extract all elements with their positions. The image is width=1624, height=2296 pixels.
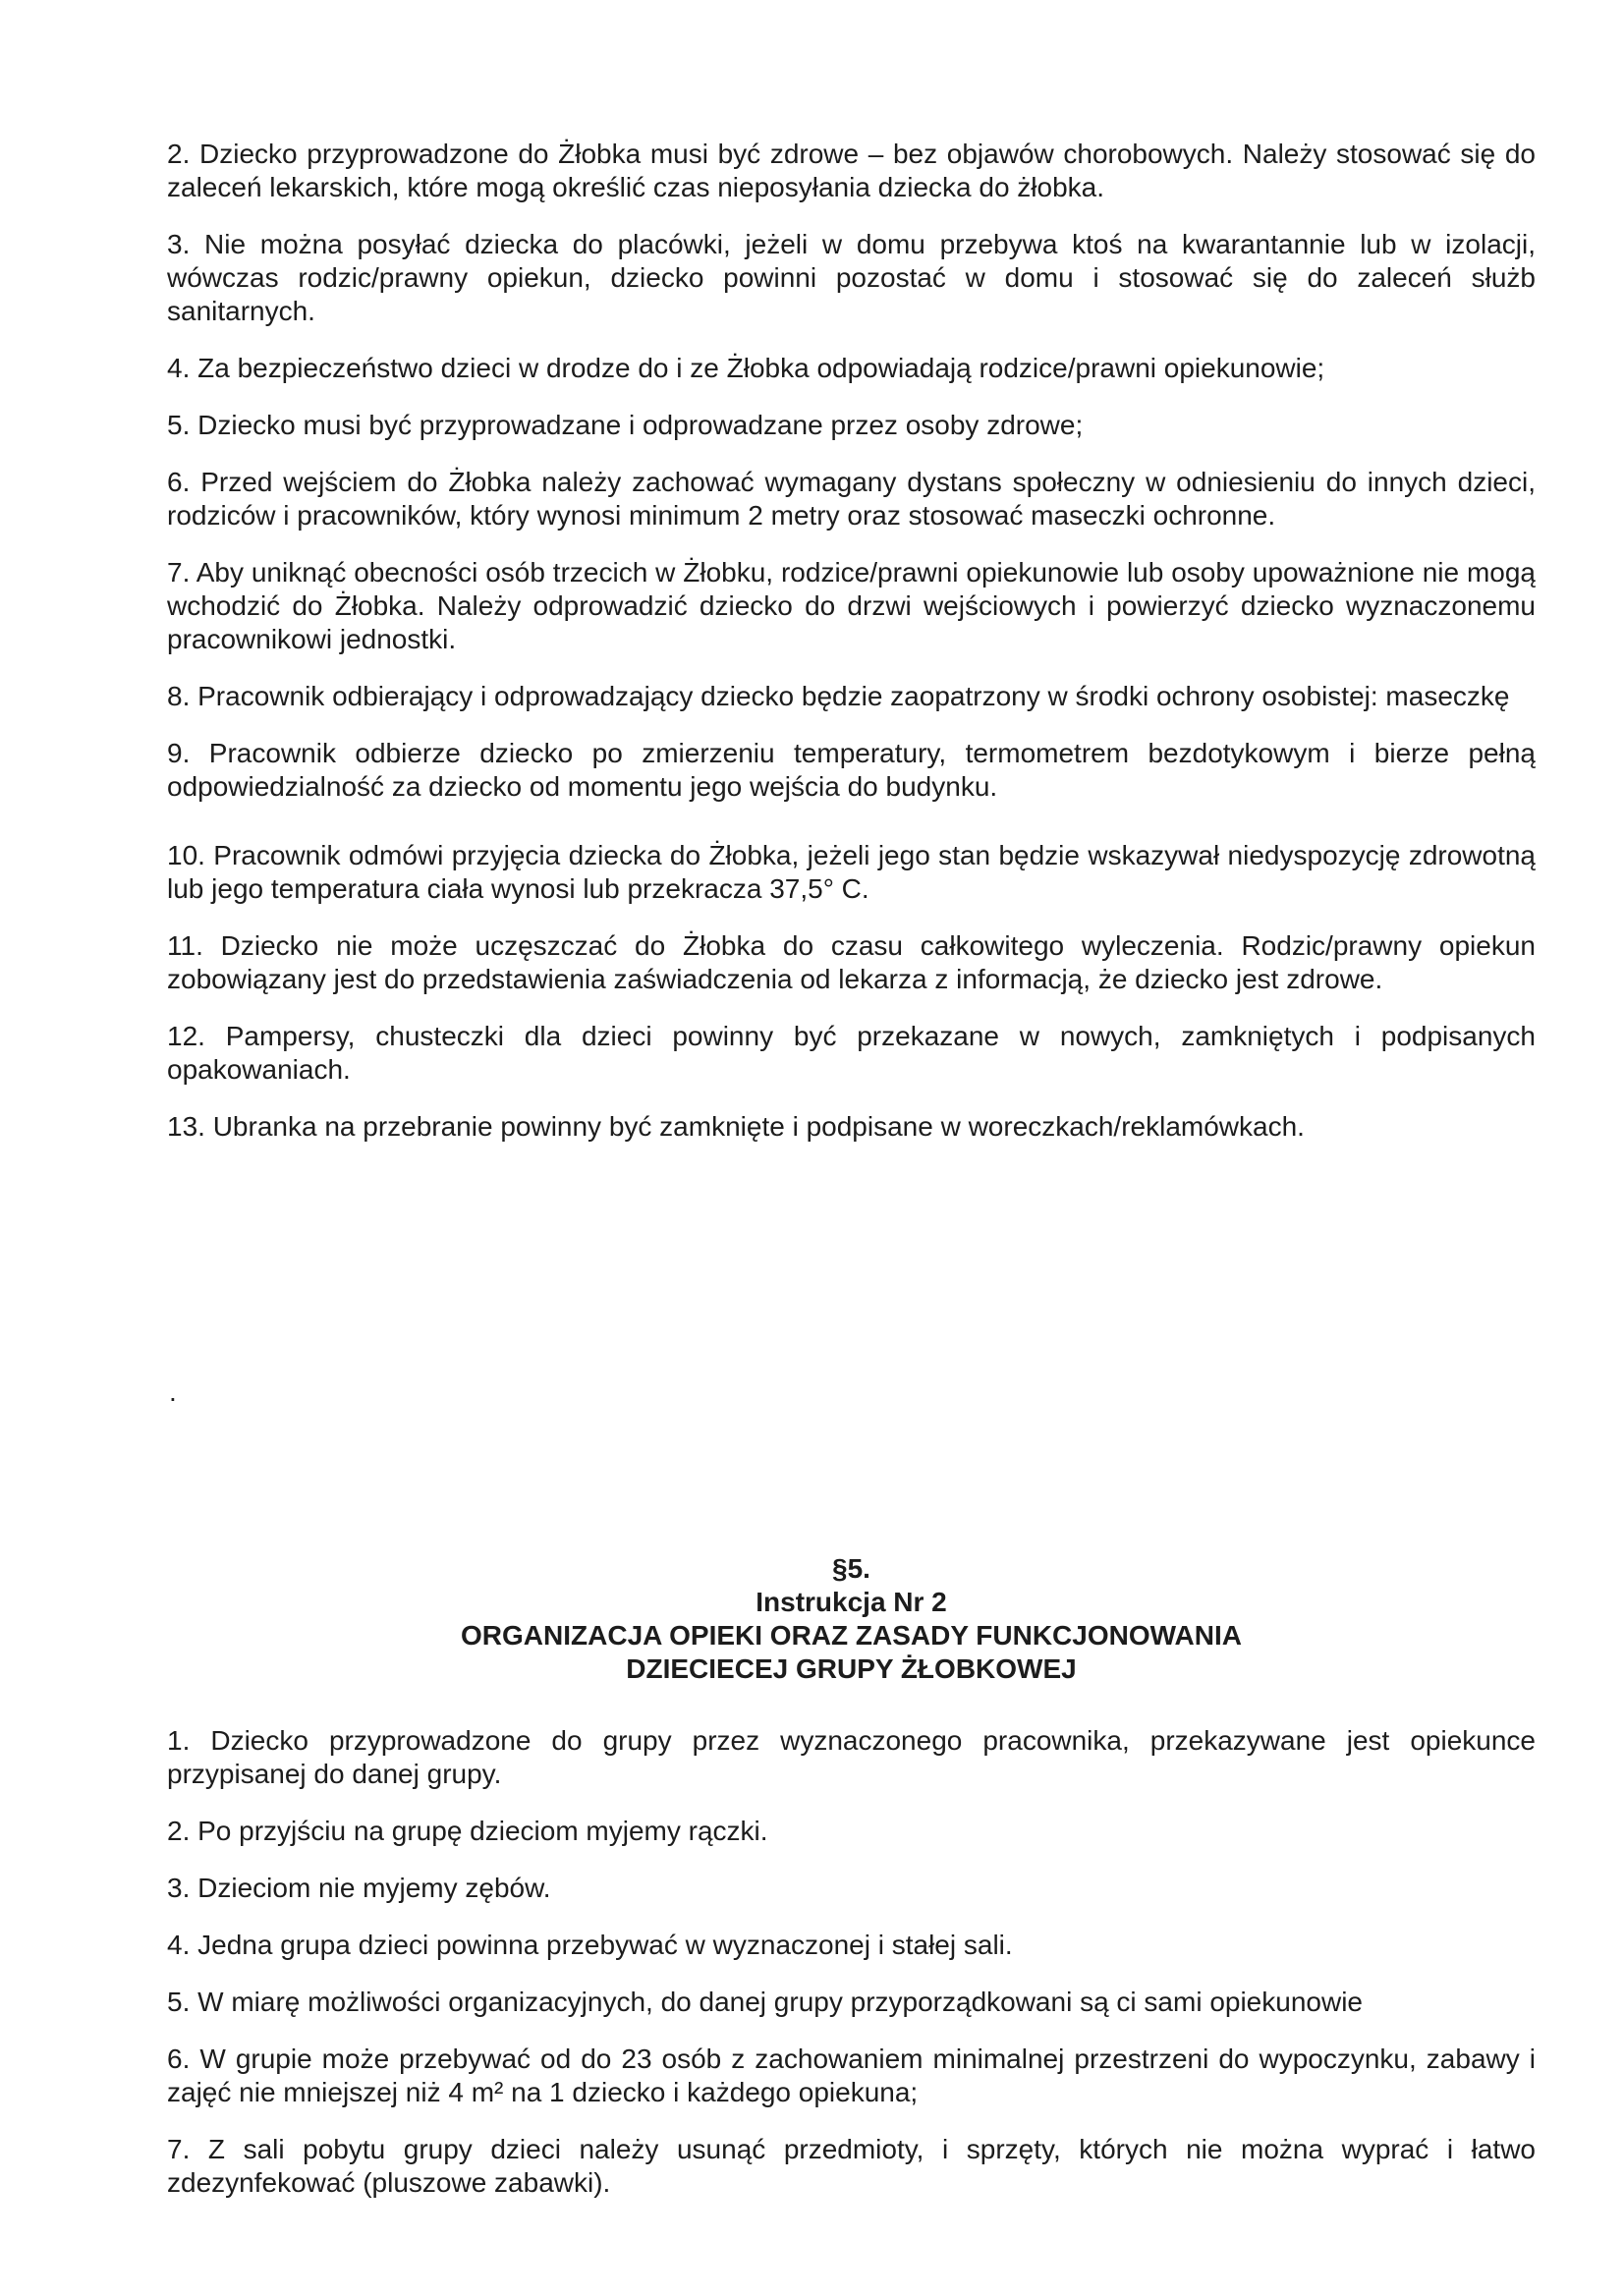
list-item: 6. W grupie może przebywać od do 23 osób z zachowaniem minimalnej przestrzeni do wypoczynku, zabawy i zajęć nie mniejszej niż 4 m² na 1 dziecko i każdego opiekuna; bbox=[167, 2044, 1536, 2107]
list-item: 9. Pracownik odbierze dziecko po zmierzeniu temperatury, termometrem bezdotykowym i bierze pełną odpowiedzialność za dziecko od momentu jego wejścia do budynku. bbox=[167, 738, 1536, 802]
list-item: 4. Za bezpieczeństwo dzieci w drodze do i ze Żłobka odpowiadają rodzice/prawni opiekunowie; bbox=[167, 353, 1325, 383]
list-item: 2. Dziecko przyprowadzone do Żłobka musi być zdrowe – bez objawów chorobowych. Należy stosować się do zaleceń lekarskich, które mogą określić czas nieposyłania dziecka do żłobka. bbox=[167, 139, 1536, 202]
list-item: 13. Ubranka na przebranie powinny być zamknięte i podpisane w woreczkach/reklamówkach. bbox=[167, 1111, 1305, 1142]
list-item: 3. Dzieciom nie myjemy zębów. bbox=[167, 1873, 551, 1903]
instruction-label: Instrukcja Nr 2 bbox=[756, 1587, 947, 1617]
section-number: §5. bbox=[832, 1553, 870, 1584]
list-item: 4. Jedna grupa dzieci powinna przebywać w wyznaczonej i stałej sali. bbox=[167, 1930, 1013, 1960]
rules-list-continued bbox=[167, 138, 1536, 1167]
instruction-list bbox=[167, 1724, 1536, 2223]
list-item: 3. Nie można posyłać dziecka do placówki, jeżeli w domu przebywa ktoś na kwarantannie lub w izolacji, wówczas rodzic/prawny opiekun, dziecko powinni pozostać w domu i stosować się do zaleceń służb sanitarnych. bbox=[167, 229, 1536, 326]
list-item: 11. Dziecko nie może uczęszczać do Żłobka do czasu całkowitego wyleczenia. Rodzic/prawny opiekun zobowiązany jest do przedstawienia zaświadczenia od lekarza z informacją, że dziecko jest zdrowe. bbox=[167, 930, 1536, 994]
stray-mark: . bbox=[169, 1376, 177, 1407]
list-item: 8. Pracownik odbierający i odprowadzający dziecko będzie zaopatrzony w środki ochrony osobistej: maseczkę bbox=[167, 681, 1510, 711]
list-item: 10. Pracownik odmówi przyjęcia dziecka do Żłobka, jeżeli jego stan będzie wskazywał niedyspozycję zdrowotną lub jego temperatura ciała wynosi lub przekracza 37,5° C. bbox=[167, 840, 1536, 904]
section-title-line-1: ORGANIZACJA OPIEKI ORAZ ZASADY FUNKCJONOWANIA bbox=[461, 1620, 1242, 1651]
list-item: 7. Aby uniknąć obecności osób trzecich w Żłobku, rodzice/prawni opiekunowie lub osoby upoważnione nie mogą wchodzić do Żłobka. Należy odprowadzić dziecko do drzwi wejściowych i powierzyć dziecko wyznaczonemu pracownikowi jednostki. bbox=[167, 557, 1536, 654]
list-item: 5. Dziecko musi być przyprowadzane i odprowadzane przez osoby zdrowe; bbox=[167, 410, 1084, 440]
list-item: 2. Po przyjściu na grupę dzieciom myjemy rączki. bbox=[167, 1816, 768, 1846]
section-title-line-2: DZIECIECEJ GRUPY ŻŁOBKOWEJ bbox=[626, 1653, 1077, 1684]
list-item: 5. W miarę możliwości organizacyjnych, do danej grupy przyporządkowani są ci sami opiekunowie bbox=[167, 1987, 1363, 2017]
section-header bbox=[167, 1552, 1536, 1686]
list-item: 12. Pampersy, chusteczki dla dzieci powinny być przekazane w nowych, zamkniętych i podpisanych opakowaniach. bbox=[167, 1021, 1536, 1085]
list-item: 7. Z sali pobytu grupy dzieci należy usunąć przedmioty, i sprzęty, których nie można wyprać i łatwo zdezynfekować (pluszowe zabawki). bbox=[167, 2134, 1536, 2198]
list-item: 1. Dziecko przyprowadzone do grupy przez wyznaczonego pracownika, przekazywane jest opiekunce przypisanej do danej grupy. bbox=[167, 1725, 1536, 1789]
list-item: 6. Przed wejściem do Żłobka należy zachować wymagany dystans społeczny w odniesieniu do innych dzieci, rodziców i pracowników, który wynosi minimum 2 metry oraz stosować maseczki ochronne. bbox=[167, 467, 1536, 531]
